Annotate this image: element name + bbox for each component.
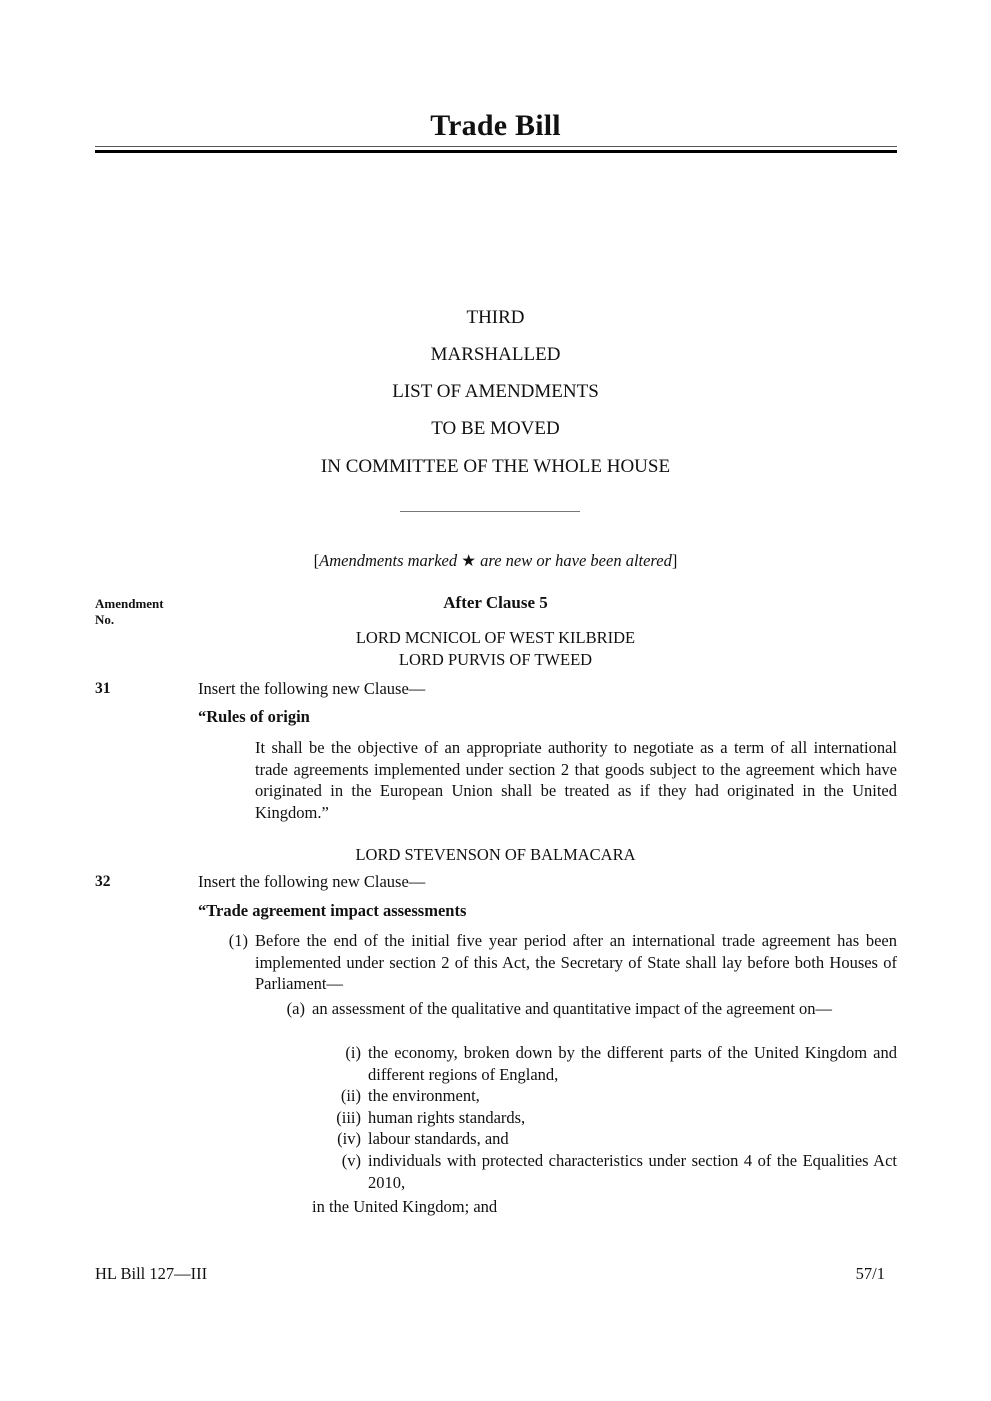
note-text-before: Amendments marked xyxy=(319,551,462,570)
paragraph-number: (a) xyxy=(286,999,305,1018)
item-number: (i) xyxy=(345,1043,361,1062)
item-number: (v) xyxy=(341,1151,361,1170)
mover-name: LORD STEVENSON OF BALMACARA xyxy=(355,845,636,864)
paragraph-text: an assessment of the qualitative and quantitative impact of the agreement on— xyxy=(312,999,833,1018)
footer-page-reference: 57/1 xyxy=(855,1264,885,1283)
heading-line-2: MARSHALLED xyxy=(430,344,561,365)
title-rule-thick xyxy=(95,150,897,153)
heading-separator-rule xyxy=(400,511,580,512)
document-title: Trade Bill xyxy=(430,109,561,142)
subsection-text: Before the end of the initial five year period after an international trade agreement has been implemented under section 2 of this Act, the Secretary of State shall lay before both Houses of Parliament— xyxy=(255,931,897,993)
column-label-line2: No. xyxy=(95,612,115,627)
column-label-line1: Amendment xyxy=(95,596,164,611)
mover-name: LORD PURVIS OF TWEED xyxy=(398,650,593,669)
note-text-after: are new or have been altered xyxy=(476,551,672,570)
note-close-bracket: ] xyxy=(671,551,678,570)
amendments-note xyxy=(0,550,991,572)
amendment-number: 32 xyxy=(95,873,111,890)
amendment-instruction: Insert the following new Clause— xyxy=(198,679,426,698)
clause-body: It shall be the objective of an appropriate authority to negotiate as a term of all international trade agreements implemented under section 2 that goods subject to the agreement which have originated in the European Union shall be treated as if they had originated in the United Kingdom.” xyxy=(255,738,897,822)
item-number: (ii) xyxy=(340,1086,361,1105)
item-text: labour standards, and xyxy=(368,1129,509,1148)
footer-bill-reference: HL Bill 127—III xyxy=(95,1264,208,1283)
heading-line-1: THIRD xyxy=(466,307,525,328)
item-text: the economy, broken down by the different parts of the United Kingdom and different regions of England, xyxy=(368,1043,897,1084)
heading-line-3: LIST OF AMENDMENTS xyxy=(392,381,599,402)
subsection-number: (1) xyxy=(228,931,248,950)
section-heading: After Clause 5 xyxy=(443,593,548,612)
item-number: (iii) xyxy=(336,1108,361,1127)
star-icon: ★ xyxy=(461,551,477,570)
paragraph-tail: in the United Kingdom; and xyxy=(312,1197,498,1216)
note-open-bracket: [ xyxy=(313,551,320,570)
mover-name: LORD MCNICOL OF WEST KILBRIDE xyxy=(355,628,636,647)
item-text: individuals with protected characteristics under section 4 of the Equalities Act 2010, xyxy=(368,1151,897,1192)
clause-title: “Rules of origin xyxy=(198,707,310,726)
clause-title: “Trade agreement impact assessments xyxy=(198,901,467,920)
title-rule-thin xyxy=(95,146,897,147)
heading-line-5: IN COMMITTEE OF THE WHOLE HOUSE xyxy=(320,456,671,477)
item-text: the environment, xyxy=(368,1086,480,1105)
amendment-instruction: Insert the following new Clause— xyxy=(198,872,426,891)
item-number: (iv) xyxy=(337,1129,361,1148)
heading-line-4: TO BE MOVED xyxy=(431,418,560,439)
amendment-number: 31 xyxy=(95,680,111,697)
item-text: human rights standards, xyxy=(368,1108,526,1127)
